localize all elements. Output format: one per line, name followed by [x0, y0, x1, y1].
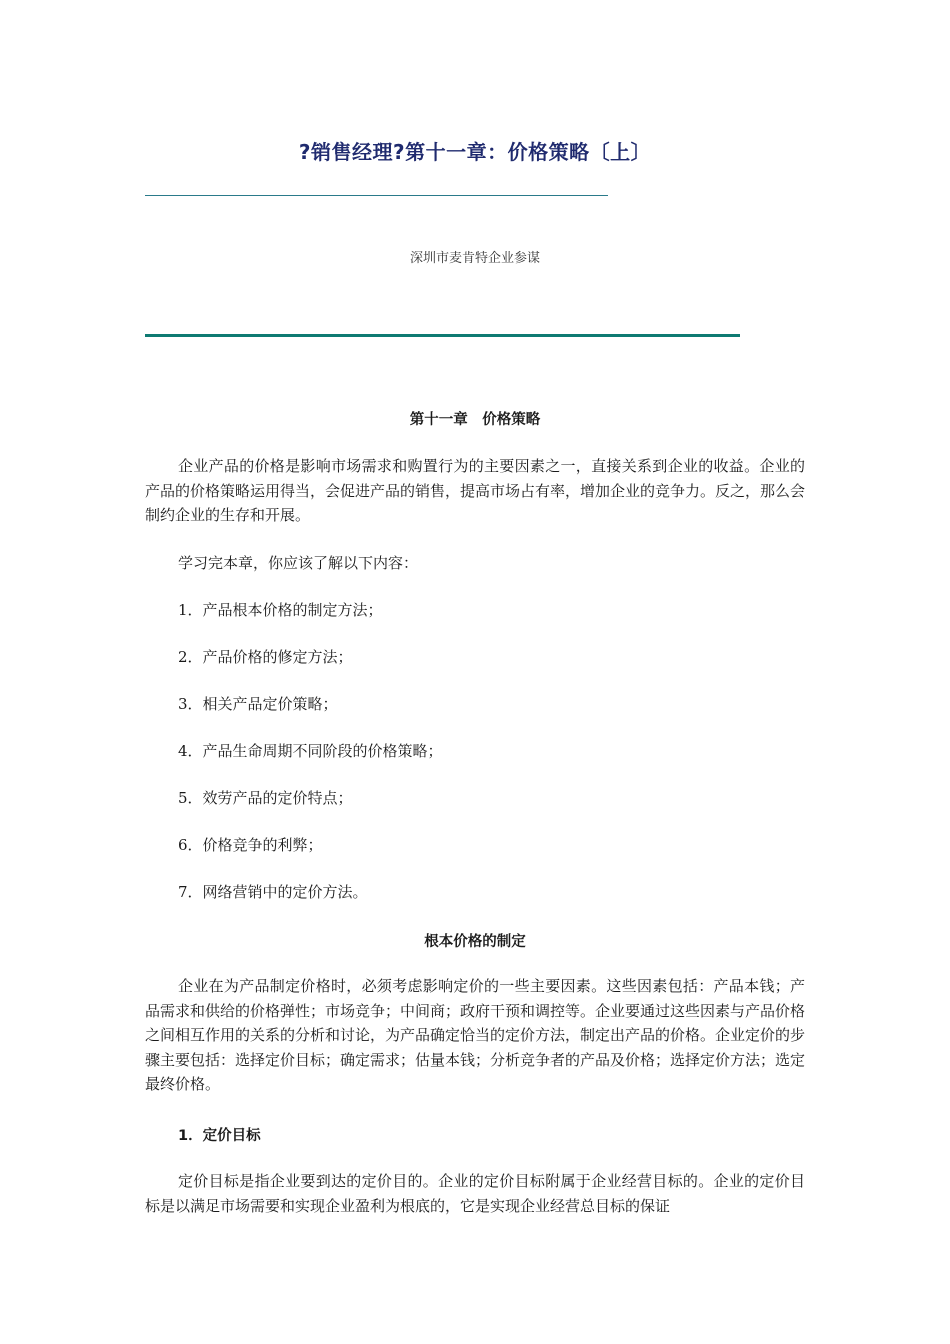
learning-item: 4．产品生命周期不同阶段的价格策略； [178, 742, 443, 760]
organization-name: 深圳市麦肯特企业参谋 [409, 251, 540, 266]
learning-item: 6．价格竞争的利弊； [178, 836, 323, 854]
learning-item: 1．产品根本价格的制定方法； [178, 601, 383, 619]
subsection-heading: 1．定价目标 [178, 1128, 261, 1144]
chapter-heading: 第十一章 价格策略 [409, 412, 541, 428]
learning-item: 5．效劳产品的定价特点； [178, 789, 353, 807]
learning-item: 2．产品价格的修定方法； [178, 648, 353, 666]
intro-paragraph: 企业产品的价格是影响市场需求和购置行为的主要因素之一，直接关系到企业的收益。企业的产品的价格策略运用得当，会促进产品的销售，提高市场占有率，增加企业的竞争力。反之，那么会制约企业的生存和开展。 [145, 457, 806, 524]
section-heading: 根本价格的制定 [424, 934, 526, 950]
title-divider [145, 195, 608, 196]
section-paragraph: 企业在为产品制定价格时，必须考虑影响定价的一些主要因素。这些因素包括：产品本钱；产品需求和供给的价格弹性；市场竞争；中间商；政府干预和调控等。企业要通过这些因素与产品价格之间相互作用的关系的分析和讨论，为产品确定恰当的定价方法，制定出产品的价格。企业定价的步骤主要包括：选择定价目标；确定需求；估量本钱；分析竞争者的产品及价格；选择定价方法；选定最终价格。 [145, 977, 806, 1093]
learning-intro: 学习完本章，你应该了解以下内容： [178, 554, 419, 572]
header-divider [145, 334, 740, 337]
subsection-paragraph: 定价目标是指企业要到达的定价目的。企业的定价目标附属于企业经营目标的。企业的定价目标是以满足市场需要和实现企业盈利为根底的，它是实现企业经营总目标的保证 [145, 1172, 805, 1215]
learning-item: 3．相关产品定价策略； [178, 695, 338, 713]
learning-item: 7．网络营销中的定价方法。 [178, 883, 368, 901]
document-title: ?销售经理?第十一章：价格策略〔上〕 [298, 140, 652, 164]
